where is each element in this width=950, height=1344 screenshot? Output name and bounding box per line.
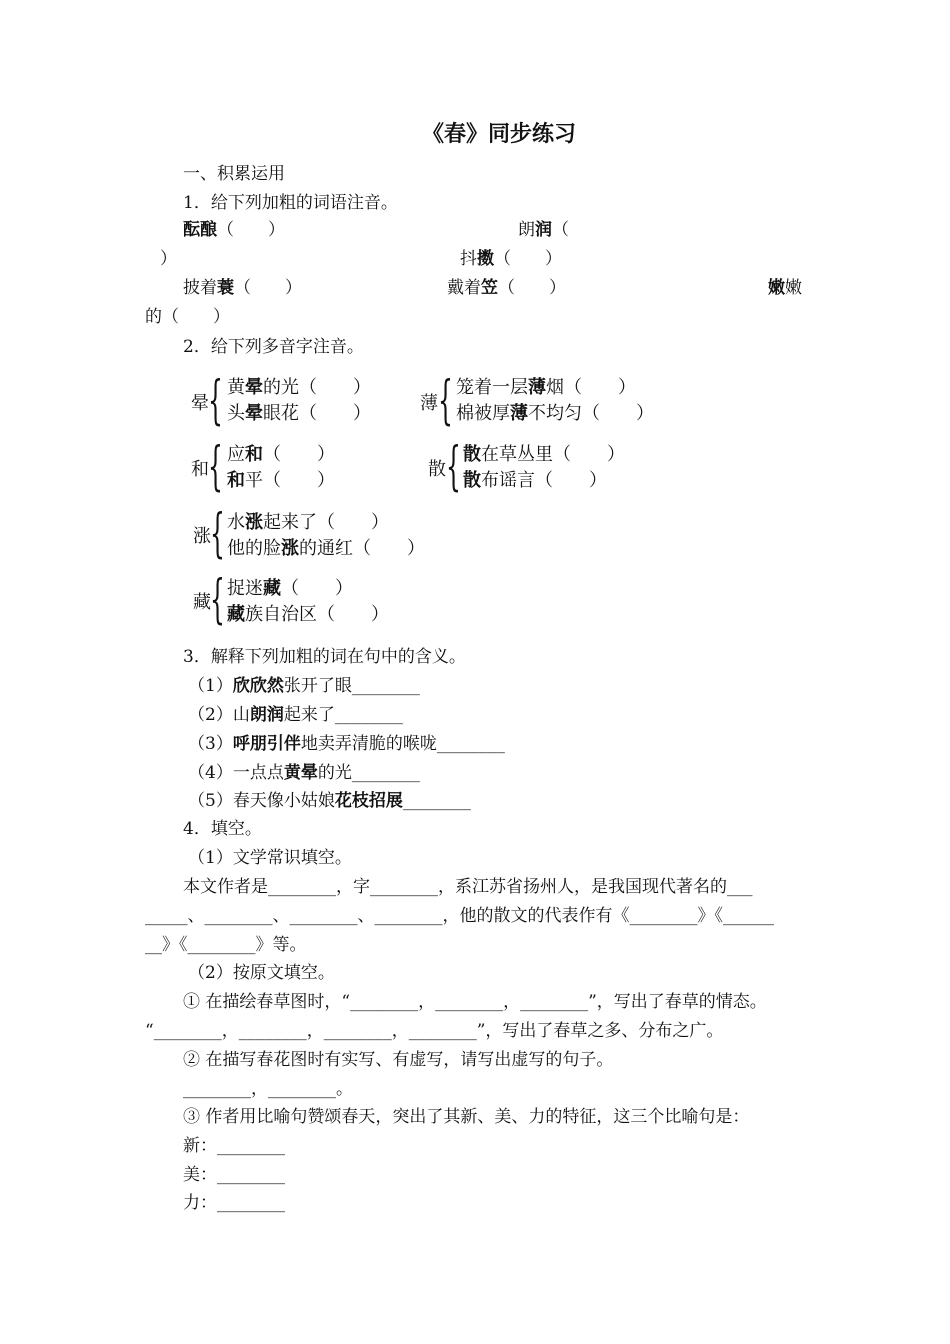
- q2-line: 藏族自治区（ ）: [227, 604, 389, 625]
- q4-line: _____、________、________、________，他的散文的代表作有《________》《______: [145, 906, 774, 926]
- q2-line: 应和（ ）: [227, 444, 335, 465]
- q2-line: 头晕眼花（ ）: [227, 403, 371, 424]
- q4-power: 力：________: [183, 1193, 285, 1213]
- question-4-prompt: 4．填空。: [183, 819, 262, 839]
- q1-item-li: 戴着笠（ ）: [447, 278, 566, 298]
- q2-char-he: 和: [191, 459, 209, 480]
- q2-line: 散布谣言（ ）: [463, 470, 607, 491]
- q2-line: 他的脸涨的通红（ ）: [227, 538, 425, 559]
- q2-line: 水涨起来了（ ）: [227, 512, 389, 533]
- q1-item-nen-rest: 的（ ）: [145, 307, 230, 327]
- q4-line: 本文作者是________，字________，系江苏省扬州人，是我国现代著名的___: [183, 877, 753, 897]
- q4-line: ① 在描绘春草图时，“________，________，________”，写出了春草的情态。: [183, 992, 767, 1012]
- q2-line: 黄晕的光（ ）: [227, 377, 371, 398]
- q4-line: __》《________》等。: [145, 935, 307, 955]
- q1-item-nen: 嫩嫩: [768, 278, 802, 298]
- brace-icon: {: [438, 371, 453, 431]
- q2-line: 捉迷藏（ ）: [227, 578, 353, 599]
- section-heading: 一、积累运用: [183, 164, 285, 184]
- q1-item-langrun-close: ）: [160, 249, 177, 269]
- q4-beauty: 美：________: [183, 1165, 285, 1185]
- question-3-prompt: 3．解释下列加粗的词在句中的含义。: [183, 647, 466, 667]
- q4-sub1: （1）文学常识填空。: [188, 848, 352, 868]
- q3-item: （3）呼朋引伴地卖弄清脆的喉咙________: [188, 734, 505, 754]
- q3-item: （4）一点点黄晕的光________: [188, 763, 420, 783]
- q1-item-dousou: 抖擞（ ）: [460, 249, 562, 269]
- q4-line: ③ 作者用比喻句赞颂春天，突出了其新、美、力的特征，这三个比喻句是：: [183, 1107, 750, 1127]
- q2-char-yun: 晕: [191, 393, 209, 414]
- page-title: 《春》同步练习: [422, 122, 577, 147]
- question-2-prompt: 2．给下列多音字注音。: [183, 337, 364, 357]
- q2-char-bao: 薄: [420, 393, 438, 414]
- brace-icon: {: [446, 437, 461, 497]
- brace-icon: {: [210, 570, 225, 630]
- brace-icon: {: [208, 371, 223, 431]
- q2-line: 笼着一层薄烟（ ）: [456, 377, 636, 398]
- q4-line: “________，________，________，________”，写出了春草之多、分布之广。: [145, 1021, 724, 1041]
- q4-line: ________，________。: [183, 1079, 353, 1099]
- question-1-prompt: 1．给下列加粗的词语注音。: [183, 193, 398, 213]
- q2-char-zhang: 涨: [193, 526, 211, 547]
- brace-icon: {: [210, 504, 225, 564]
- q2-char-zang: 藏: [193, 592, 211, 613]
- q2-char-san: 散: [428, 459, 446, 480]
- q1-item-langrun: 朗润（: [518, 220, 569, 240]
- q4-line: ② 在描写春花图时有实写、有虚写，请写出虚写的句子。: [183, 1050, 614, 1070]
- q4-new: 新：________: [183, 1136, 285, 1156]
- q2-line: 和平（ ）: [227, 470, 335, 491]
- brace-icon: {: [208, 437, 223, 497]
- q4-sub2: （2）按原文填空。: [188, 963, 335, 983]
- q3-item: （5）春天像小姑娘花枝招展________: [188, 791, 471, 811]
- q1-item-yunniang: 酝酿（ ）: [183, 220, 285, 240]
- q3-item: （2）山朗润起来了________: [188, 705, 403, 725]
- q2-line: 散在草丛里（ ）: [463, 444, 625, 465]
- q3-item: （1）欣欣然张开了眼________: [188, 676, 420, 696]
- q1-item-suo: 披着蓑（ ）: [183, 278, 302, 298]
- q2-line: 棉被厚薄不均匀（ ）: [456, 403, 654, 424]
